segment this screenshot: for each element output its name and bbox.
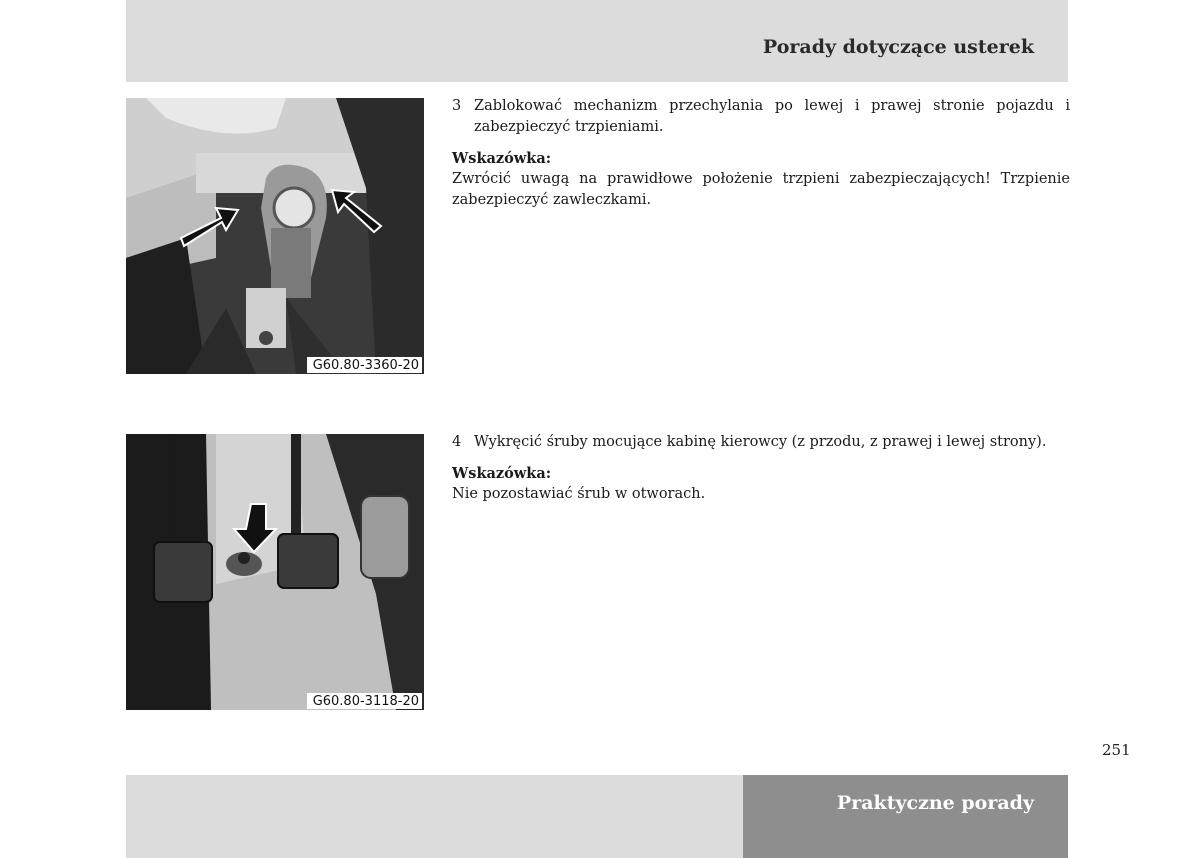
image-code: G60.80-3118-20 bbox=[307, 693, 422, 709]
step-4 bbox=[452, 432, 1070, 505]
header-band bbox=[126, 0, 1068, 82]
step-text: Zablokować mechanizm przechylania po lewej i prawej stronie pojazdu i zabezpieczyć trzpieniami. bbox=[474, 98, 1070, 135]
step-text: Wykręcić śruby mocujące kabinę kierowcy (z przodu, z prawej i lewej strony). bbox=[474, 434, 1047, 450]
note-text: Nie pozostawiać śrub w otworach. bbox=[452, 486, 706, 502]
image-code: G60.80-3360-20 bbox=[307, 357, 422, 373]
section-title: Praktyczne porady bbox=[836, 792, 1034, 814]
step-3 bbox=[452, 96, 1070, 211]
step-number: 4 bbox=[452, 434, 462, 450]
note-label: Wskazówka: bbox=[452, 150, 552, 167]
page-title: Porady dotyczące usterek bbox=[762, 36, 1034, 58]
footer-section-tab bbox=[743, 775, 1068, 858]
page-number: 251 bbox=[1102, 741, 1131, 759]
note-text: Zwrócić uwagą na prawidłowe położenie trzpieni zabezpieczających! Trzpienie zabezpieczyć zawleczkami. bbox=[452, 171, 1070, 208]
pedals-illustration bbox=[126, 434, 424, 710]
photo-pedals bbox=[126, 434, 424, 710]
photo-tilt-mechanism bbox=[126, 98, 424, 374]
tilt-mechanism-illustration bbox=[126, 98, 424, 374]
note-label: Wskazówka: bbox=[452, 465, 552, 482]
step-number: 3 bbox=[452, 98, 462, 114]
